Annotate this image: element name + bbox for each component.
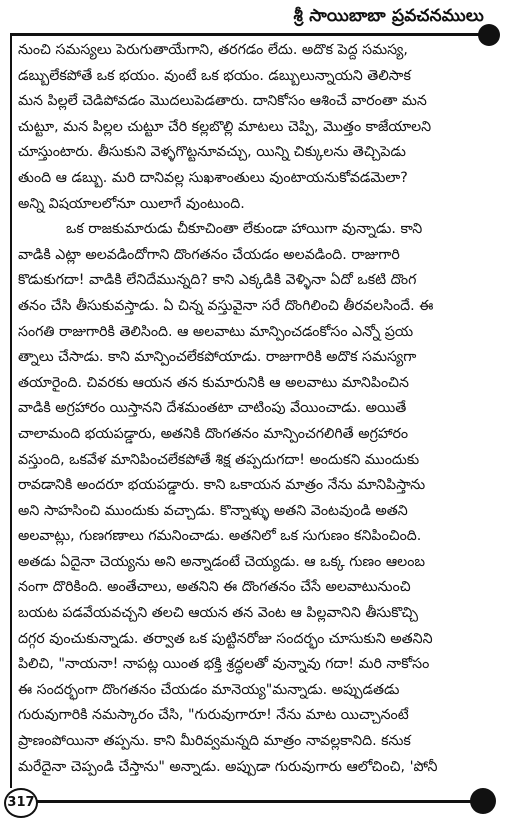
text-line: అతడు ఏదైనా చెయ్యను అని అన్నాడంటే చెయ్యడు. ఆ ఒక్క గుణం ఆలంబ	[18, 553, 426, 570]
text-line: రావడానికి అందరూ భయపడ్డారు. కాని ఒకాయన మాత్రం నేను మానిపిస్తాను	[18, 477, 426, 494]
text-line: డబ్బులేకపోతే ఒక భయం. వుంటే ఒక భయం. డబ్బులున్నాయని తెలిసాక	[18, 67, 411, 84]
page-number: 317	[4, 788, 38, 818]
text-line: పిలిచి, "నాయనా! నాపట్ల యింత భక్తి శ్రద్ధలతో వున్నావు గదా! మరి నాకోసం	[18, 656, 430, 673]
text-line: ఒక రాజకుమారుడు చీకూచింతా లేకుండా హాయిగా వున్నాడు. కాని	[66, 221, 423, 238]
text-line: వాడికి అగ్రహారం యిస్తానని దేశమంతటా చాటింపు వేయించాడు. అయితే	[18, 400, 407, 417]
running-header-title: శ్రీ సాయిబాబా ప్రవచనములు	[293, 6, 484, 26]
text-line: కొడుకుగదా! వాడికి లేనిదేమున్నది? కాని ఎక్కడికి వెళ్ళినా ఏదో ఒకటి దొంగ	[18, 272, 417, 289]
text-line: తయారైంది. చివరకు ఆయన తన కుమారునికి ఆ అలవాటు మానిపించిన	[18, 374, 409, 391]
text-line: తుంది ఆ డబ్బు. మరి దానివల్ల సుఖశాంతులు వుంటాయనుకోవడమెలా?	[18, 169, 408, 186]
text-line: చాలామంది భయపడ్డారు, అతనికి దొంగతనం మాన్పించగలిగితే అగ్రహారం	[18, 425, 409, 442]
text-line: చూస్తుంటారు. తీసుకుని వెళ్ళగొట్టనూవచ్చు, యిన్ని చిక్కులను తెచ్చిపెడు	[18, 144, 406, 161]
footer-bullet-ornament	[470, 788, 496, 814]
text-line: గురువుగారికి నమస్కారం చేసి, "గురువుగారూ! నేను మాట యిచ్చానంటే	[18, 707, 409, 724]
text-line: దగ్గర వుంచుకున్నాడు. తర్వాత ఒక పుట్టినరోజు సందర్భం చూసుకుని అతనిని	[18, 630, 433, 647]
text-line: ఈ సందర్భంగా దొంగతనం చేయడం మానెయ్య"మన్నాడు. అప్పుడతడు	[18, 681, 400, 698]
text-line: ప్రాణంపోయినా తప్పను. కాని మీరివ్వమన్నది మాత్రం నావల్లకానిది. కనుక	[18, 733, 411, 750]
text-line: తనం చేసి తీసుకువస్తాడు. ఏ చిన్న వస్తువైనా సరే దొంగిలించి తీరవలసిందే. ఈ	[18, 297, 434, 314]
text-line: మన పిల్లలే చెడిపోవడం మొదలుపెడతారు. దానికోసం ఆశించే వారంతా మన	[18, 93, 427, 110]
text-line: నుంచి సమస్యలు పెరుగుతాయేగాని, తరగడం లేదు. అదొక పెద్ద సమస్య,	[18, 42, 408, 58]
text-line: వాడికి ఎట్లా అలవడిందోగాని దొంగతనం చేయడం అలవడింది. రాజుగారి	[18, 246, 400, 263]
text-line: నంగా దొరికింది. అంతేచాలు, అతనిని ఈ దొంగతనం చేసే అలవాటునుంచి	[18, 579, 411, 596]
footer-rule	[36, 800, 488, 803]
text-line: బయట పడవేయవచ్చని తలచి ఆయన తన వెంట ఆ పిల్లవానిని తీసుకొచ్చి	[18, 605, 419, 622]
left-margin-rule	[10, 36, 12, 788]
text-line: అన్ని విషయాలలోనూ యిలాగే వుంటుంది.	[18, 195, 245, 212]
text-line: అని సాహసించి ముందుకు వచ్చాడు. కొన్నాళ్ళు అతని వెంటవుండి అతని	[18, 502, 408, 519]
text-line: త్నాలు చేసాడు. కాని మాన్పించలేకపోయాడు. రాజుగారికి అదొక సమస్యగా	[18, 349, 417, 366]
body-text	[18, 38, 508, 780]
header-rule	[10, 33, 490, 36]
text-line: మరేదైనా చెప్పండి చేస్తాను" అన్నాడు. అప్పుడా గురువుగారు ఆలోచించి, 'పోనీ	[18, 758, 438, 775]
text-line: సంగతి రాజుగారికి తెలిసింది. ఆ అలవాటు మాన్పించడంకోసం ఎన్నో ప్రయ	[18, 323, 414, 340]
text-line: అలవాట్లు, గుణగణాలు గమనించాడు. అతనిలో ఒక సుగుణం కనిపించింది.	[18, 528, 422, 545]
text-line: చుట్టూ, మన పిల్లల చుట్టూ చేరి కల్లబొల్లి మాటలు చెప్పి, మొత్తం కాజేయాలని	[18, 118, 432, 135]
text-line: వస్తుంది, ఒకవేళ మానిపించలేకపోతే శిక్ష తప్పదుగదా! అందుకని ముందుకు	[18, 451, 420, 468]
